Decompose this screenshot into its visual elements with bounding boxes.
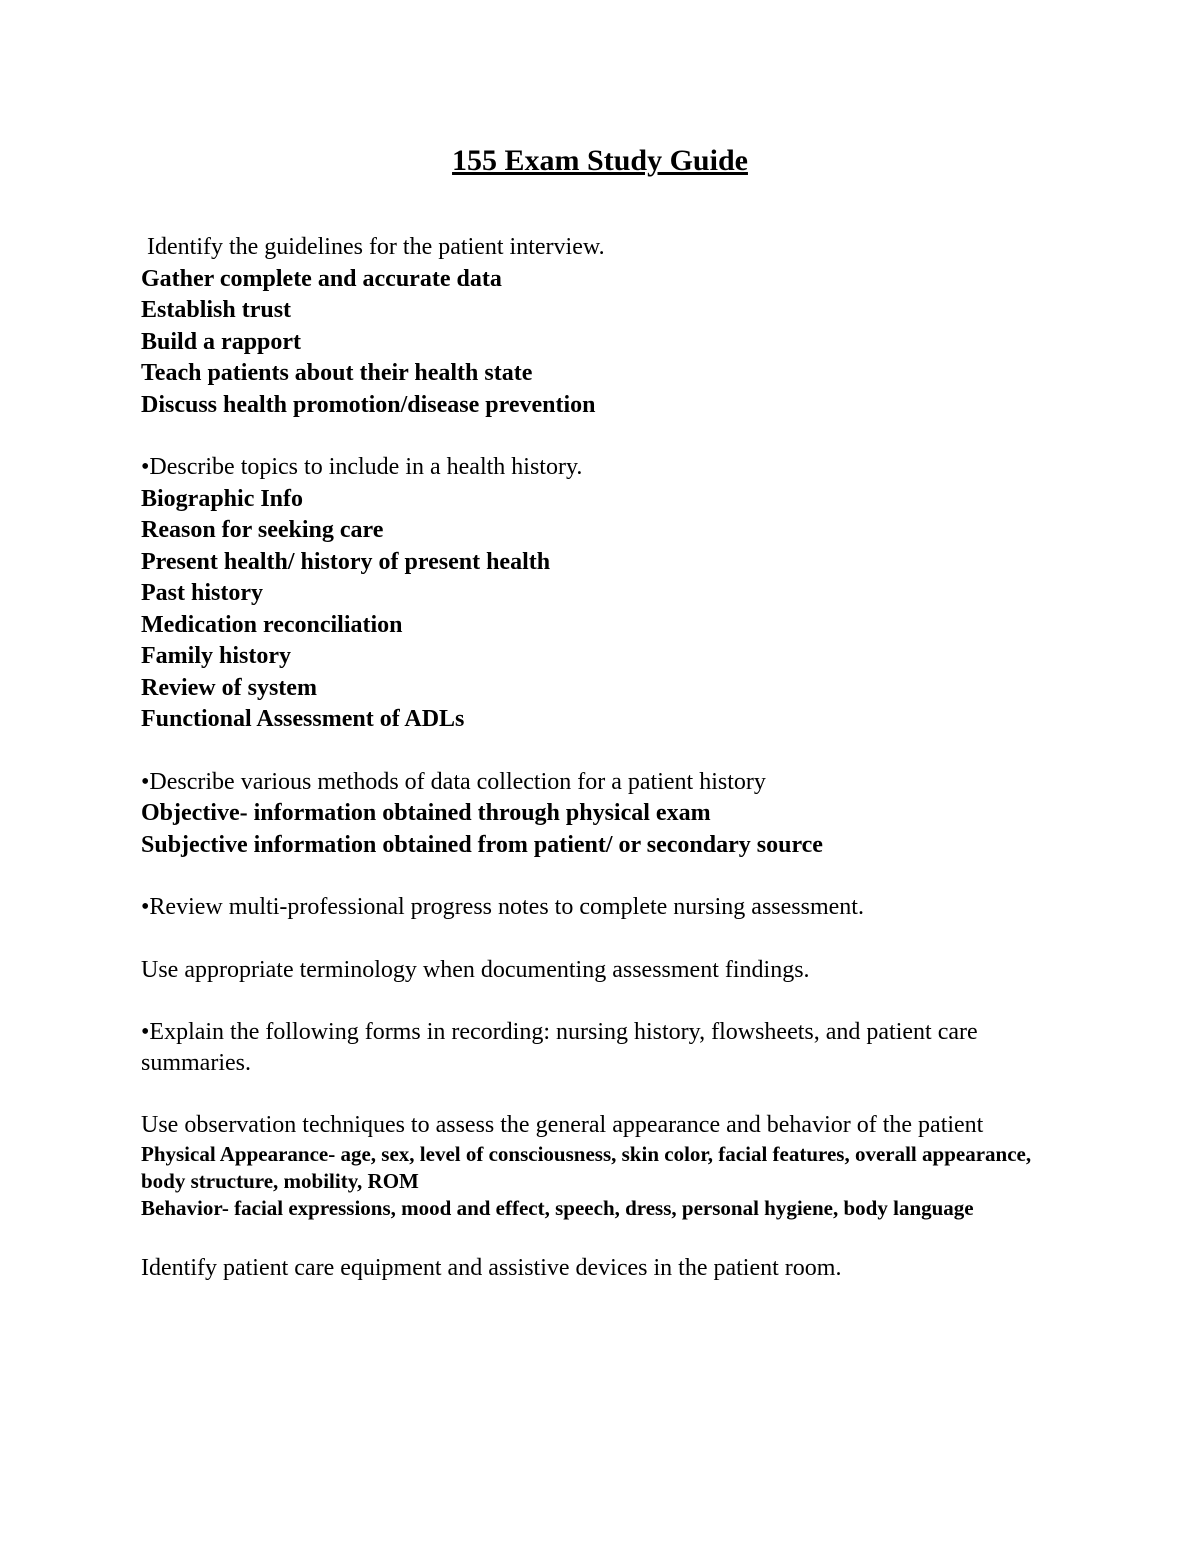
list-item: Behavior- facial expressions, mood and effect, speech, dress, personal hygiene, body language <box>141 1196 974 1220</box>
list-item: Subjective information obtained from patient/ or secondary source <box>141 831 823 858</box>
list-item: Build a rapport <box>141 328 302 355</box>
list-item: Medication reconciliation <box>141 611 403 638</box>
list-item: Functional Assessment of ADLs <box>141 706 465 732</box>
section-heading-observation: Use observation techniques to assess the general appearance and behavior of the patient <box>141 1112 984 1138</box>
section-heading-recording-forms: •Explain the following forms in recording: nursing history, flowsheets, and patient care summaries. <box>141 1019 978 1076</box>
list-item: Biographic Info <box>141 485 304 512</box>
list-item: Establish trust <box>141 297 292 323</box>
section-heading-data-collection: •Describe various methods of data collection for a patient history <box>141 768 766 795</box>
list-item: Family history <box>141 643 291 669</box>
list-item: Objective- information obtained through physical exam <box>141 800 711 826</box>
section-heading-interview: Identify the guidelines for the patient interview. <box>147 234 605 260</box>
list-item: Reason for seeking care <box>141 517 384 543</box>
section-heading-equipment: Identify patient care equipment and assistive devices in the patient room. <box>141 1255 842 1281</box>
page-title: 155 Exam Study Guide <box>452 144 748 177</box>
section-heading-terminology: Use appropriate terminology when documenting assessment findings. <box>141 956 810 983</box>
list-item: Gather complete and accurate data <box>141 265 502 292</box>
list-item: Physical Appearance- age, sex, level of consciousness, skin color, facial features, overall appearance, body structure, mobility, ROM <box>141 1142 1032 1193</box>
section-heading-progress-notes: •Review multi-professional progress notes to complete nursing assessment. <box>141 894 864 920</box>
list-item: Teach patients about their health state <box>141 360 533 386</box>
section-heading-health-history: •Describe topics to include in a health history. <box>141 454 583 480</box>
list-item: Past history <box>141 580 263 606</box>
list-item: Review of system <box>141 674 317 701</box>
list-item: Discuss health promotion/disease prevention <box>141 391 596 418</box>
list-item: Present health/ history of present health <box>141 548 551 575</box>
document-body <box>141 232 1071 1285</box>
